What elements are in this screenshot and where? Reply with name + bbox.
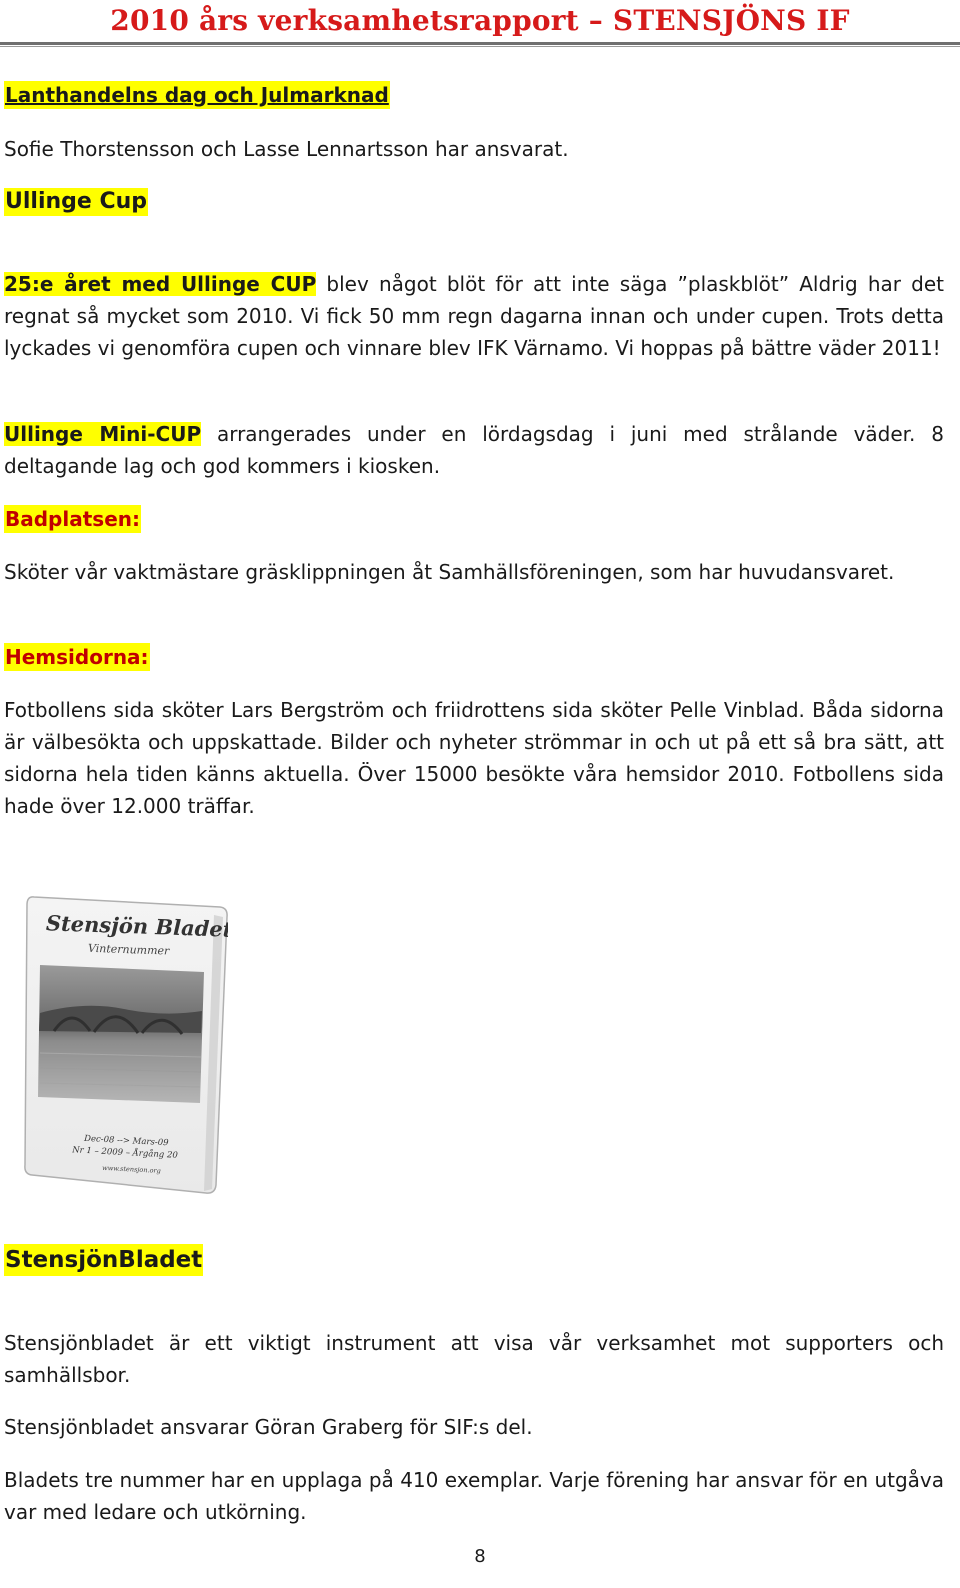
- heading-lanthandeln: Lanthandelns dag och Julmarknad: [5, 83, 389, 107]
- ullinge-cup-lead: 25:e året med Ullinge CUP: [4, 272, 317, 296]
- mini-cup-text: arrangerades under en lördagsdag i juni med strålande väder. 8 deltagande lag och god kommers i kiosken.: [4, 422, 944, 478]
- text-badplatsen: Sköter vår vaktmästare gräsklippningen åt Samhällsföreningen, som har huvudansvaret.: [4, 560, 895, 584]
- mini-cup-lead: Ullinge Mini-CUP: [4, 422, 202, 446]
- document-title: 2010 års verksamhetsrapport – STENSJÖNS IF: [110, 4, 850, 37]
- cover-image-svg: [24, 893, 228, 1195]
- cover-subtitle: Vinternummer: [87, 941, 170, 958]
- page-header: [0, 0, 960, 48]
- page-number: 8: [474, 1546, 486, 1567]
- stensjonbladet-cover-image: [24, 893, 228, 1195]
- paragraph-ullinge-cup: [4, 268, 944, 364]
- text-stensjonbladet-2: Stensjönbladet ansvarar Göran Graberg för SIF:s del.: [4, 1415, 533, 1439]
- cover-url-line: www.stensjon.org: [101, 1163, 161, 1175]
- heading-hemsidorna: Hemsidorna:: [5, 645, 149, 669]
- heading-stensjonbladet: StensjönBladet: [4, 1244, 203, 1276]
- cover-title: Stensjön Bladets: [45, 910, 228, 943]
- text-stensjonbladet-1: Stensjönbladet är ett viktigt instrument att visa vår verksamhet mot supporters och samhällsbor.: [4, 1331, 944, 1387]
- ullinge-cup-text: blev något blöt för att inte säga ”plaskblöt” Aldrig har det regnat så mycket som 2010. Vi fick 50 mm regn dagarna innan och under cupen. Trots detta lyckades vi genomföra cupen och vinnare blev IFK Värnamo. Vi hoppas på bättre väder 2011!: [4, 272, 945, 360]
- paragraph-mini-cup: [4, 418, 944, 482]
- header-rule: [0, 42, 960, 47]
- cover-issue-line: Nr 1 – 2009 – Årgång 20: [71, 1145, 178, 1161]
- text-hemsidorna: Fotbollens sida sköter Lars Bergström och friidrottens sida sköter Pelle Vinblad. Båda sidorna är välbesökta och uppskattade. Bilder och nyheter strömmar in och ut på ett så bra sätt, att sidorna hela tiden känns aktuella. Över 15000 besökte våra hemsidor 2010. Fotbollens sida hade över 12.000 träffar.: [4, 698, 944, 818]
- text-stensjonbladet-3: Bladets tre nummer har en upplaga på 410 exemplar. Varje förening har ansvar för en utgåva var med ledare och utkörning.: [4, 1468, 944, 1524]
- cover-date-line: Dec-08 --> Mars-09: [83, 1133, 169, 1149]
- heading-ullinge-cup: Ullinge Cup: [5, 189, 148, 214]
- text-lanthandeln: Sofie Thorstensson och Lasse Lennartsson har ansvarat.: [4, 137, 569, 161]
- heading-badplatsen: Badplatsen:: [5, 507, 140, 531]
